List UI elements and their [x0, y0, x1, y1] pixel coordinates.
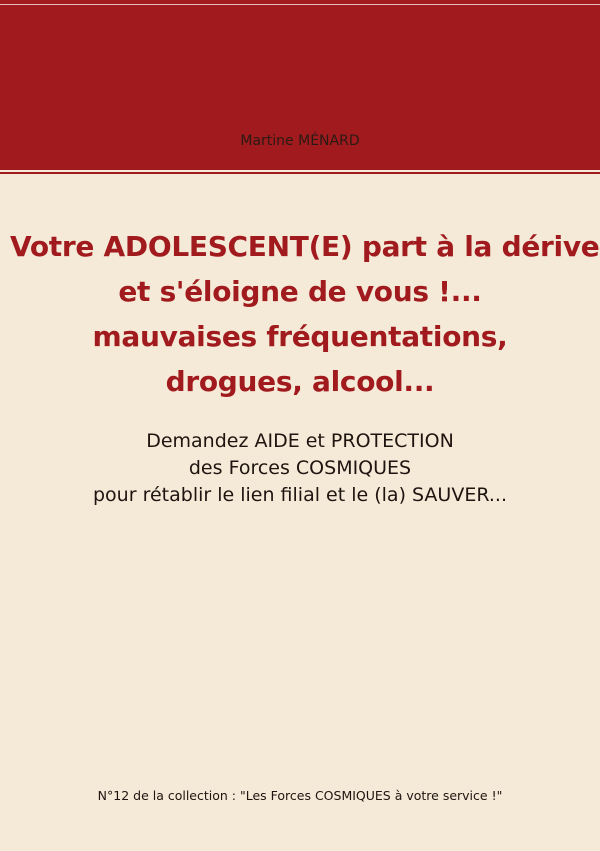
title-line: drogues, alcool...	[165, 365, 435, 398]
collection-note: N°12 de la collection : "Les Forces COSMIQUES à votre service !"	[97, 788, 503, 803]
subtitle-line: pour rétablir le lien filial et le (la) SAUVER...	[93, 484, 507, 506]
top-thin-rule	[0, 4, 600, 5]
title-line: mauvaises fréquentations,	[92, 320, 508, 353]
title-line: Votre ADOLESCENT(E) part à la dérive	[10, 230, 600, 263]
subtitle-line: Demandez AIDE et PROTECTION	[146, 430, 454, 452]
author-name: Martine MÉNARD	[240, 133, 360, 149]
subtitle-line: des Forces COSMIQUES	[188, 457, 412, 479]
title-line: et s'éloigne de vous !...	[118, 275, 482, 308]
band-divider	[0, 172, 600, 174]
book-title	[10, 224, 600, 404]
book-subtitle	[10, 428, 590, 509]
